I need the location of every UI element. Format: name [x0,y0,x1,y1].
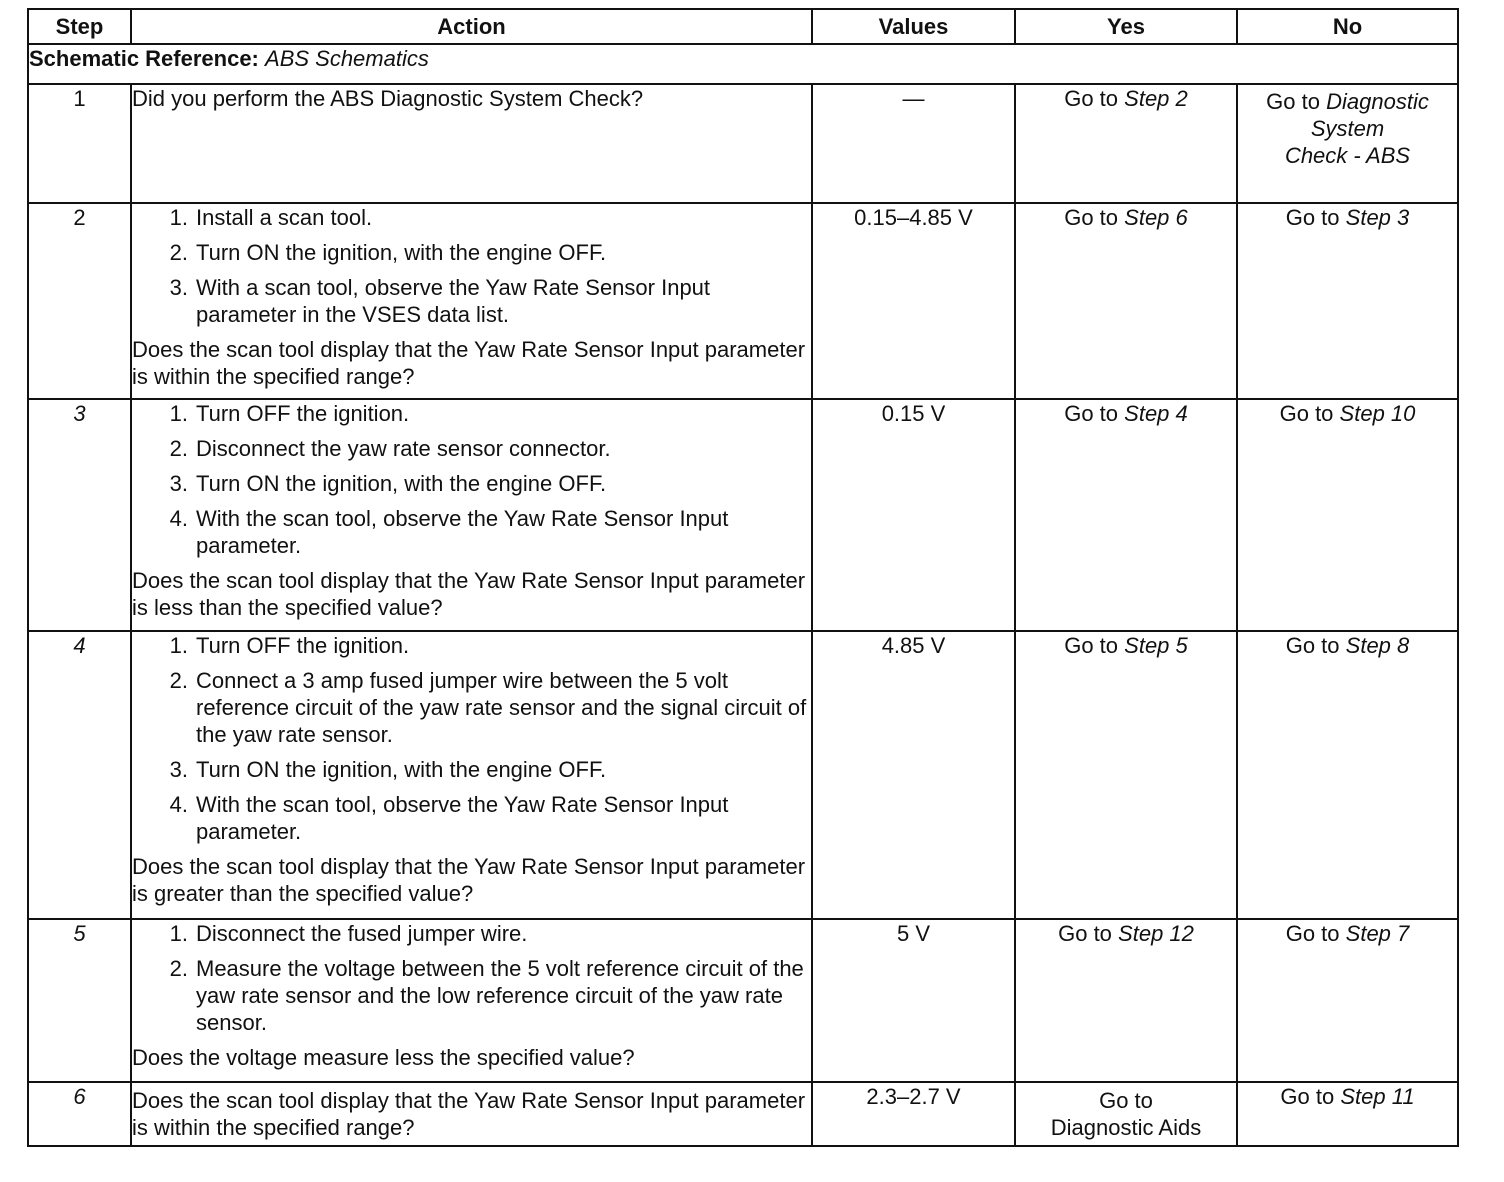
action-step [132,667,811,748]
value-cell: 0.15 V [812,399,1015,631]
no-target[interactable]: Step 3 [1345,205,1410,230]
step-index: 1. [169,205,188,230]
table-row [28,1082,1458,1146]
step-number: 3 [28,399,131,631]
step-text: Disconnect the yaw rate sensor connector. [196,436,611,461]
action-question: Did you perform the ABS Diagnostic System Check? [132,86,644,111]
step-text: With the scan tool, observe the Yaw Rate Sensor Input parameter. [196,792,729,844]
no-cell[interactable] [1237,203,1458,399]
step-index: 1. [169,921,188,946]
action-step [132,505,811,559]
step-index: 3. [169,471,188,496]
step-text: Turn OFF the ignition. [196,401,410,426]
yes-cell[interactable] [1015,1082,1237,1146]
schematic-reference-row [28,44,1458,84]
schematic-reference [28,44,1458,84]
diagnostic-table [27,8,1459,1147]
no-prefix: Go to [1266,89,1320,114]
step-index: 1. [169,401,188,426]
action-step [132,756,811,783]
action-cell [131,1082,812,1146]
step-index: 2. [169,436,188,461]
table-row [28,399,1458,631]
no-prefix: Go to [1285,205,1340,230]
step-text: With a scan tool, observe the Yaw Rate Sensor Input parameter in the VSES data list. [196,275,711,327]
action-steps [132,632,811,845]
yes-target[interactable]: Step 12 [1118,921,1194,946]
value-cell: 4.85 V [812,631,1015,919]
no-target-line3[interactable]: Check - ABS [1284,143,1411,168]
step-index: 1. [169,633,188,658]
table-row [28,631,1458,919]
step-number: 6 [28,1082,131,1146]
step-index: 2. [169,668,188,693]
value-cell: 5 V [812,919,1015,1082]
no-prefix: Go to [1285,921,1340,946]
no-prefix: Go to [1285,633,1340,658]
action-cell [131,84,812,203]
action-question: Does the voltage measure less the specified value? [132,1045,635,1070]
value-cell: 0.15–4.85 V [812,203,1015,399]
yes-target[interactable]: Step 6 [1124,205,1188,230]
action-steps [132,204,811,328]
yes-prefix: Go to [1064,86,1119,111]
no-target[interactable]: Step 10 [1339,401,1416,426]
table-row [28,919,1458,1082]
step-text: Disconnect the fused jumper wire. [196,921,528,946]
yes-cell[interactable] [1015,919,1237,1082]
action-step [132,632,811,659]
no-cell[interactable] [1237,399,1458,631]
yes-target[interactable]: Step 5 [1124,633,1188,658]
header-step: Step [28,9,131,44]
no-cell[interactable] [1237,919,1458,1082]
step-text: Turn ON the ignition, with the engine OFF. [196,757,607,782]
action-step [132,239,811,266]
step-index: 4. [169,792,188,817]
yes-target[interactable]: Diagnostic Aids [1050,1115,1202,1140]
action-step [132,791,811,845]
step-number: 4 [28,631,131,919]
header-yes: Yes [1015,9,1237,44]
step-index: 4. [169,506,188,531]
step-text: Measure the voltage between the 5 volt reference circuit of the yaw rate sensor and the low reference circuit of the yaw rate sensor. [196,956,804,1035]
step-number: 5 [28,919,131,1082]
yes-prefix: Go to [1099,1088,1153,1113]
action-cell [131,919,812,1082]
action-question: Does the scan tool display that the Yaw Rate Sensor Input parameter is greater than the specified value? [132,854,806,906]
action-steps [132,400,811,559]
yes-cell[interactable] [1015,631,1237,919]
value-cell: 2.3–2.7 V [812,1082,1015,1146]
action-step [132,204,811,231]
yes-cell[interactable] [1015,399,1237,631]
yes-target[interactable]: Step 4 [1124,401,1188,426]
no-target[interactable]: Step 11 [1340,1084,1415,1109]
header-action: Action [131,9,812,44]
action-step [132,470,811,497]
step-index: 2. [169,956,188,981]
no-prefix: Go to [1279,401,1334,426]
action-question: Does the scan tool display that the Yaw Rate Sensor Input parameter is within the specified range? [132,337,806,389]
action-step [132,435,811,462]
yes-cell[interactable] [1015,203,1237,399]
action-step [132,920,811,947]
action-cell [131,203,812,399]
table-row [28,203,1458,399]
yes-prefix: Go to [1064,205,1119,230]
step-text: Turn OFF the ignition. [196,633,410,658]
no-cell[interactable] [1237,631,1458,919]
step-index: 3. [169,275,188,300]
action-step [132,955,811,1036]
no-target[interactable]: Step 8 [1345,633,1410,658]
step-index: 3. [169,757,188,782]
no-target[interactable]: Step 7 [1345,921,1410,946]
step-text: Install a scan tool. [196,205,373,230]
action-steps [132,920,811,1036]
action-step [132,400,811,427]
header-no: No [1237,9,1458,44]
yes-prefix: Go to [1064,633,1119,658]
action-question: Does the scan tool display that the Yaw Rate Sensor Input parameter is less than the specified value? [132,568,806,620]
step-text: With the scan tool, observe the Yaw Rate Sensor Input parameter. [196,506,729,558]
header-values: Values [812,9,1015,44]
no-cell[interactable] [1237,84,1458,203]
step-text: Turn ON the ignition, with the engine OFF. [196,240,607,265]
step-number: 2 [28,203,131,399]
schematic-link[interactable]: ABS Schematics [265,46,429,71]
action-question: Does the scan tool display that the Yaw Rate Sensor Input parameter is within the specified range? [132,1088,806,1140]
no-cell[interactable] [1237,1082,1458,1146]
no-target-line1[interactable]: Diagnostic [1326,89,1429,114]
yes-prefix: Go to [1058,921,1112,946]
action-step [132,274,811,328]
yes-cell[interactable] [1015,84,1237,203]
step-text: Turn ON the ignition, with the engine OFF. [196,471,607,496]
step-index: 2. [169,240,188,265]
no-target-line2[interactable]: System [1310,116,1385,141]
yes-target[interactable]: Step 2 [1124,86,1188,111]
table-row [28,84,1458,203]
step-number: 1 [28,84,131,203]
step-text: Connect a 3 amp fused jumper wire between the 5 volt reference circuit of the yaw rate sensor and the signal circuit of the yaw rate sensor. [196,668,807,747]
schematic-label: Schematic Reference: [29,46,259,71]
action-cell [131,399,812,631]
no-prefix: Go to [1280,1084,1335,1109]
yes-prefix: Go to [1064,401,1119,426]
value-cell: — [812,84,1015,203]
header-row [28,9,1458,44]
action-cell [131,631,812,919]
